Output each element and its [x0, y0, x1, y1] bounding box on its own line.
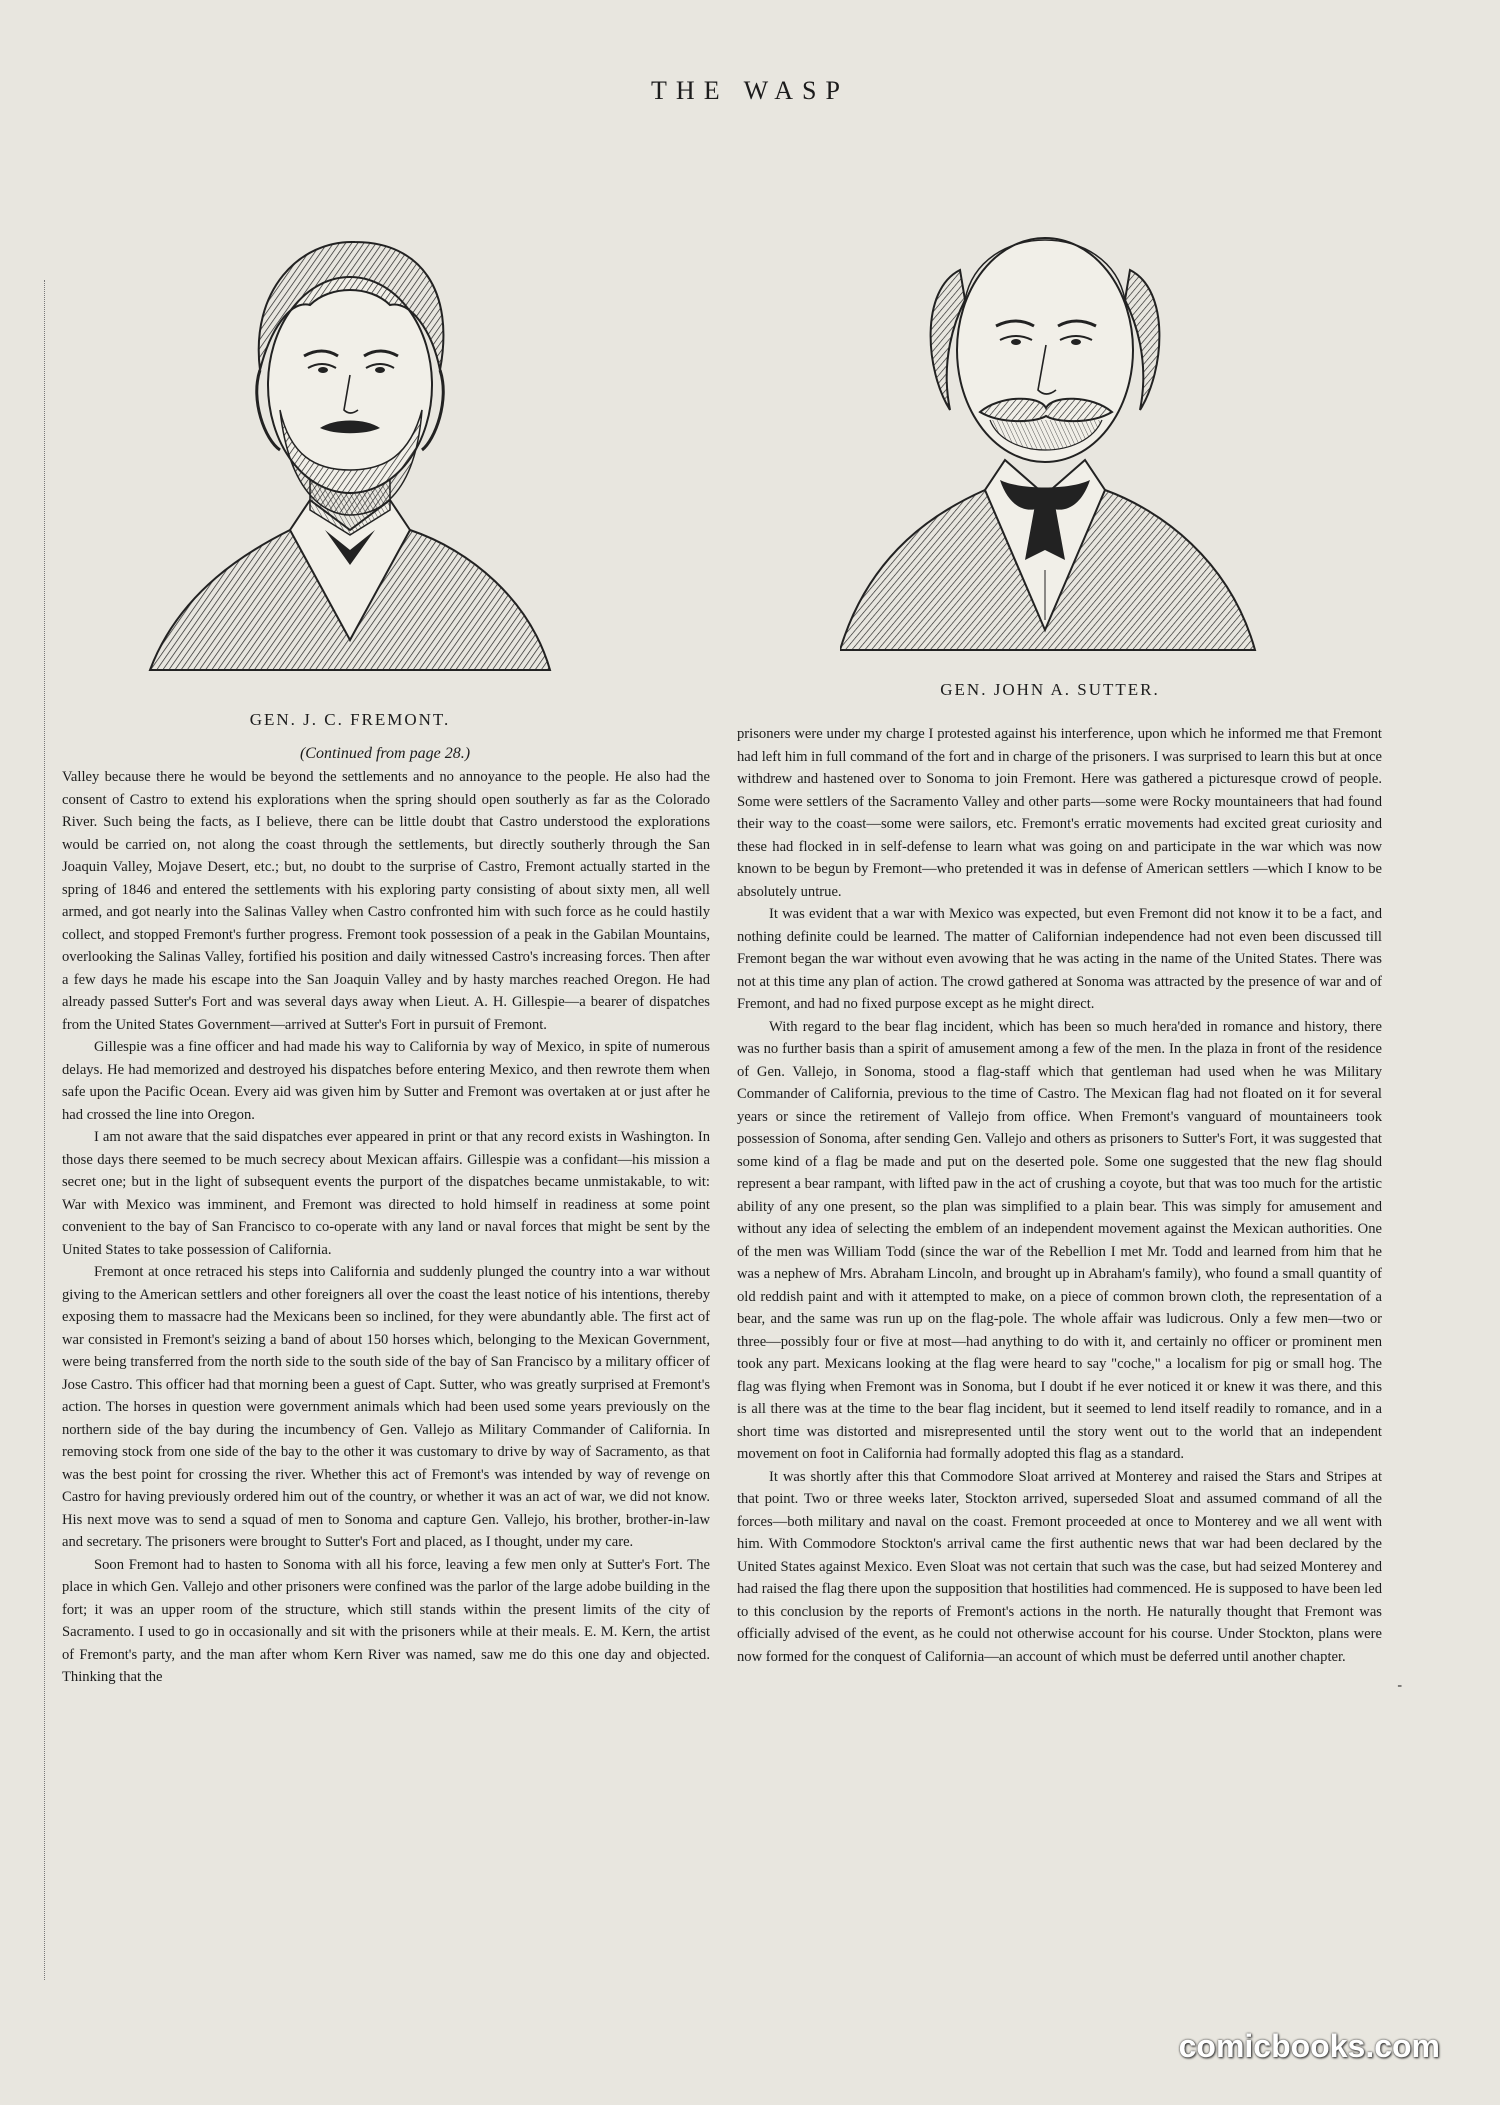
right-paragraph: prisoners were under my charge I protested against his interference, upon which he informed me that Fremont had left him in full command of the fort and in charge of the prisoners. I was surprised to learn this but at once withdrew and hastened over to Sonoma to join Fremont. Here was gathered a picturesque crowd of people. Some were settlers of the Sacramento Valley and other parts—some were Rocky mountaineers that had found their way to the coast—some were sailors, etc. Fremont's erratic movements had excited great curiosity and these had flocked in in self-defense to learn what was going on and participate in the war which was now known to be begun by Fremont—who pretended it was in defense of American settlers —which I know to be absolutely untrue. — [737, 726, 1382, 900]
sutter-caption: GEN. JOHN A. SUTTER. — [940, 680, 1160, 699]
watermark-text: comicbooks.com — [1178, 2028, 1440, 2064]
margin-dash: - — [1397, 1678, 1402, 1693]
right-paragraph: It was shortly after this that Commodore Sloat arrived at Monterey and raised the Stars and Stripes at that point. Two or three weeks later, Stockton arrived, superseded Sloat and assumed command of all the forces—both military and naval on the coast. Fremont proceeded at once to Monterey and we all went with him. With Commodore Stockton's arrival came the first authentic news that war had been declared by the United States against Mexico. Even Sloat was not certain that such was the case, but had seized Monterey and had raised the flag there upon the supposition that hostilities had commenced. He is supposed to have been led to this conclusion by the reports of Fremont's actions in the north. He naturally thought that Fremont was officially advised of the event, as he could not otherwise account for his course. Under Stockton, plans were now formed for the conquest of California—an account of which must be deferred until another chapter. — [737, 1468, 1382, 1665]
right-paragraph: It was evident that a war with Mexico was expected, but even Fremont did not know it to be a fact, and nothing definite could be learned. The matter of Californian independence had not even been discussed till Fremont began the war without even avowing that he was acting in the name of the United States. There was not at this time any plan of action. The crowd gathered at Sonoma was attracted by the presence of war and of Fremont, and had no fixed purpose except as he might direct. — [737, 906, 1382, 1012]
sutter-portrait-engraving — [840, 150, 1260, 670]
right-paragraph: With regard to the bear flag incident, which has been so much hera'ded in romance and history, there was no further basis than a spirit of amusement among a few of the men. In the plaza in front of the residence of Gen. Vallejo, in Sonoma, stood a flag-staff which that gentleman had used when he was Military Commander of California, previous to the time of Castro. The Mexican flag had not floated on it for several years or since the retirement of Vallejo from office. When Fremont's vanguard of mountaineers took possession of Sonoma, after sending Gen. Vallejo and others as prisoners to Sutter's Fort, it was suggested that some kind of a flag be made and put on the deserted pole. Some one suggested that the new flag should represent a bear rampant, with lifted paw in the act of crushing a coyote, but that was too much for the artistic ability of any one present, so the plan was simplified to a plain bear. This was simply for amusement and without any idea of selecting the emblem of an independent movement against the Mexican authorities. One of the men was William Todd (since the war of the Rebellion I met Mr. Todd and learned from him that he was a nephew of Mrs. Abraham Lincoln, and brought up in Abraham's family), who found a small quantity of old reddish paint and with it attempted to make, on a piece of common brown cloth, the representation of a bear, and the same was run up on the flag-pole. The whole affair was ludicrous. Only a few men—two or three—possibly four or five at most—had anything to do with it, and certainly no officer or prominent men took any part. Mexicans looking at the flag were heard to say "coche," a localism for pig or small hog. The flag was flying when Fremont was in Sonoma, but I doubt if he ever noticed it or knew it was there, and this is all there was at the time to the bear flag incident, but it seemed to lend itself readily to romance, and in a short time was distorted and misrepresented until the story went out to the world that an independent movement on foot in California had formally adopted this flag as a standard. — [737, 1018, 1382, 1462]
continued-from-note: (Continued from page 28.) — [299, 745, 471, 762]
left-text-column — [62, 766, 710, 1689]
left-paragraph: Soon Fremont had to hasten to Sonoma with all his force, leaving a few men only at Sutter's Fort. The place in which Gen. Vallejo and other prisoners were confined was the parlor of the large adobe building in the fort; it was an upper room of the structure, which still stands within the present limits of the city of Sacramento. I used to go in occasionally and sit with the prisoners while at their meals. E. M. Kern, the artist of Fremont's party, and the man after whom Kern River was named, saw me do this one day and objected. Thinking that the — [62, 1556, 710, 1685]
fremont-caption: GEN. J. C. FREMONT. — [249, 710, 451, 729]
right-text-column — [737, 723, 1382, 1668]
left-paragraph: Valley because there he would be beyond the settlements and no annoyance to the people. He also had the consent of Castro to extend his explorations when the spring should open southerly as far as the Colorado River. Such being the facts, as I believe, there can be little doubt that Castro understood the explorations would be carried on, not along the coast through the settlements, but directly southerly through the San Joaquin Valley, Mojave Desert, etc.; but, no doubt to the surprise of Castro, Fremont actually started in the spring of 1846 and entered the settlements with his exploring party consisting of about sixty men, all well armed, and got nearly into the Salinas Valley when Castro confronted him with such force as he could hastily collect, and stopped Fremont's further progress. Fremont took possession of a peak in the Gabilan Mountains, overlooking the Salinas Valley, fortified his position and daily witnessed Castro's increasing forces. Then after a few days he made his escape into the San Joaquin Valley and by hasty marches reached Oregon. He had already passed Sutter's Fort and was several days away when Lieut. A. H. Gillespie—a bearer of dispatches from the United States Government—arrived at Sutter's Fort in pursuit of Fremont. — [62, 769, 710, 1033]
left-paragraph: Gillespie was a fine officer and had made his way to California by way of Mexico, in spite of numerous delays. He had memorized and destroyed his dispatches before entering Mexico, and then rewrote them when safe upon the Pacific Ocean. Every aid was given him by Sutter and Fremont was overtaken at or just after he had crossed the line into Oregon. — [62, 1039, 710, 1123]
masthead-title: THE WASP — [651, 76, 849, 105]
margin-binding-marks — [44, 280, 51, 1980]
fremont-portrait-engraving — [140, 170, 560, 690]
left-paragraph: Fremont at once retraced his steps into California and suddenly plunged the country into a war without giving to the American settlers and other foreigners all over the coast the least notice of his intentions, thereby exposing them to massacre had the Mexicans been so inclined, for they were abundantly able. The first act of war consisted in Fremont's seizing a band of about 150 horses which, belonging to the Mexican Government, were being transferred from the north side to the south side of the bay of San Francisco by a military officer of Jose Castro. This officer had that morning been a guest of Capt. Sutter, who was greatly surprised at Fremont's action. The horses in question were government animals which had been used some years previously on the northern side of the bay during the incumbency of Gen. Vallejo as Military Commander of California. In removing stock from one side of the bay to the other it was customary to drive by way of Sacramento, as that was the best point for crossing the river. Whether this act of Fremont's was intended by way of revenge on Castro for having previously ordered him out of the country, or whether it was an act of war, we did not know. His next move was to send a squad of men to Sonoma and capture Gen. Vallejo, his brother, brother-in-law and secretary. The prisoners were brought to Sutter's Fort and placed, as I thought, under my care. — [62, 1264, 710, 1550]
left-paragraph: I am not aware that the said dispatches ever appeared in print or that any record exists in Washington. In those days there seemed to be much secrecy about Mexican affairs. Gillespie was a confidant—his mission a secret one; but in the light of subsequent events the purport of the dispatches became unmistakable, to wit: War with Mexico was imminent, and Fremont was directed to hold himself in readiness at some point convenient to the bay of San Francisco to co-operate with any land or naval forces that might be sent by the United States to take possession of California. — [62, 1129, 710, 1258]
